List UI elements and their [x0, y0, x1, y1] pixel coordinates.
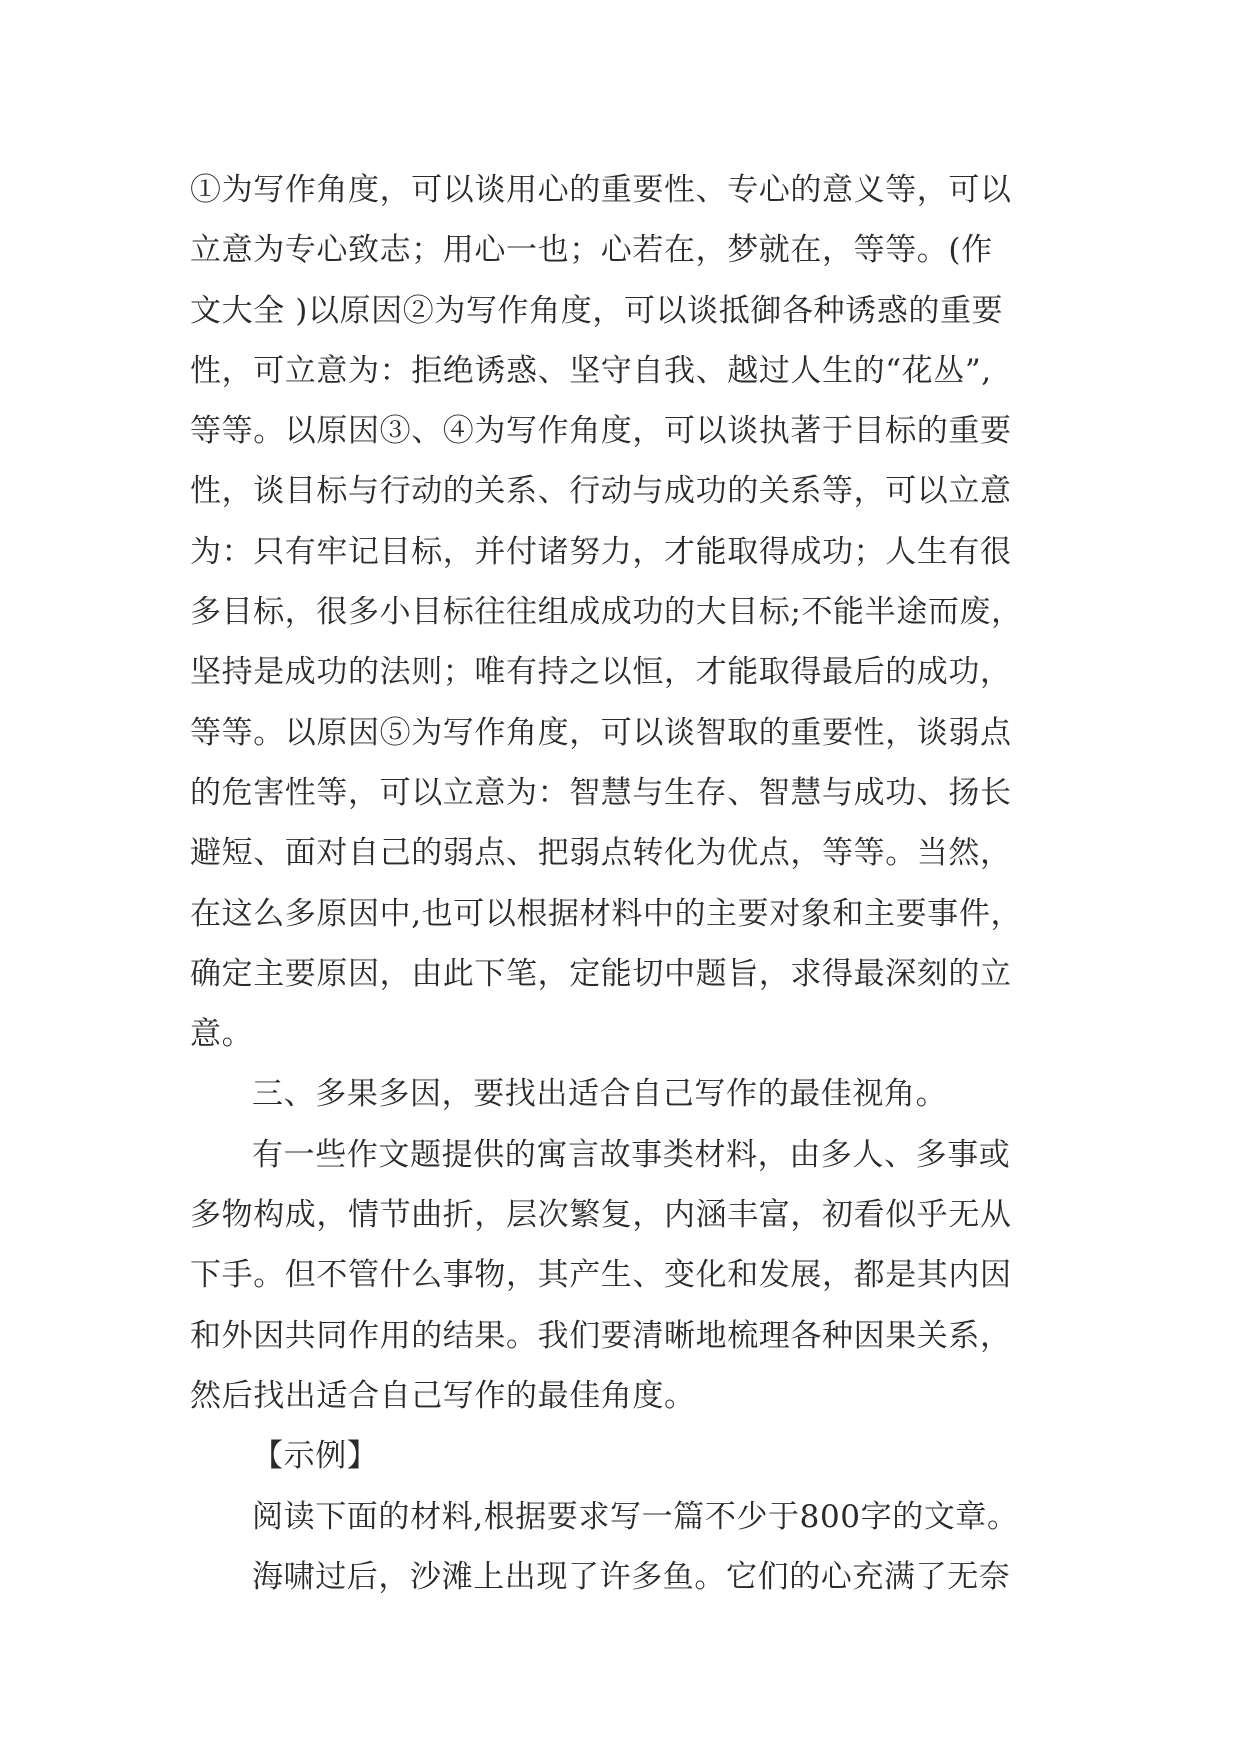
- text-line: 意。: [190, 1016, 254, 1053]
- text-line: 在这么多原因中,也可以根据材料中的主要对象和主要事件，: [190, 895, 1023, 932]
- text-line: 然后找出适合自己写作的最佳角度。: [190, 1377, 696, 1414]
- text-line: 文大全 )以原因②为写作角度，可以谈抵御各种诱惑的重要: [190, 292, 1004, 329]
- text-line: 坚持是成功的法则；唯有持之以恒，才能取得最后的成功，: [190, 654, 1012, 691]
- writing-prompt-line: 阅读下面的材料,根据要求写一篇不少于800字的文章。: [252, 1498, 1019, 1535]
- text-line: 确定主要原因，由此下笔，定能切中题旨，求得最深刻的立: [190, 955, 1012, 992]
- material-start-line: 海啸过后，沙滩上出现了许多鱼。它们的心充满了无奈: [252, 1558, 1011, 1595]
- text-line: ①为写作角度，可以谈用心的重要性、专心的意义等，可以: [190, 172, 1012, 208]
- example-label: 【示例】: [252, 1438, 379, 1475]
- text-line: 等等。以原因③、④为写作角度，可以谈执著于目标的重要: [190, 413, 1012, 450]
- text-line: 下手。但不管什么事物，其产生、变化和发展，都是其内因: [190, 1257, 1012, 1294]
- text-line: 多物构成，情节曲折，层次繁复，内涵丰富，初看似乎无从: [190, 1197, 1012, 1234]
- text-line: 为：只有牢记目标，并付诸努力，才能取得成功；人生有很: [190, 533, 1012, 570]
- text-line: 避短、面对自己的弱点、把弱点转化为优点，等等。当然，: [190, 835, 1012, 872]
- text-line: 立意为专心致志；用心一也；心若在，梦就在，等等。(作: [190, 232, 993, 269]
- text-line: 多目标，很多小目标往往组成成功的大目标;不能半途而废，: [190, 594, 1023, 631]
- paragraph-start-line: 有一些作文题提供的寓言故事类材料，由多人、多事或: [252, 1136, 1011, 1173]
- text-line: 和外因共同作用的结果。我们要清晰地梳理各种因果关系，: [190, 1317, 1012, 1354]
- section-heading: 三、多果多因，要找出适合自己写作的最佳视角。: [252, 1076, 948, 1113]
- text-line: 性，可立意为：拒绝诱惑、坚守自我、越过人生的“花丛”,: [190, 352, 992, 389]
- text-line: 的危害性等，可以立意为：智慧与生存、智慧与成功、扬长: [190, 774, 1012, 811]
- text-line: 性，谈目标与行动的关系、行动与成功的关系等，可以立意: [190, 473, 1012, 510]
- text-line: 等等。以原因⑤为写作角度，可以谈智取的重要性，谈弱点: [190, 714, 1012, 751]
- document-body: [190, 160, 1070, 1607]
